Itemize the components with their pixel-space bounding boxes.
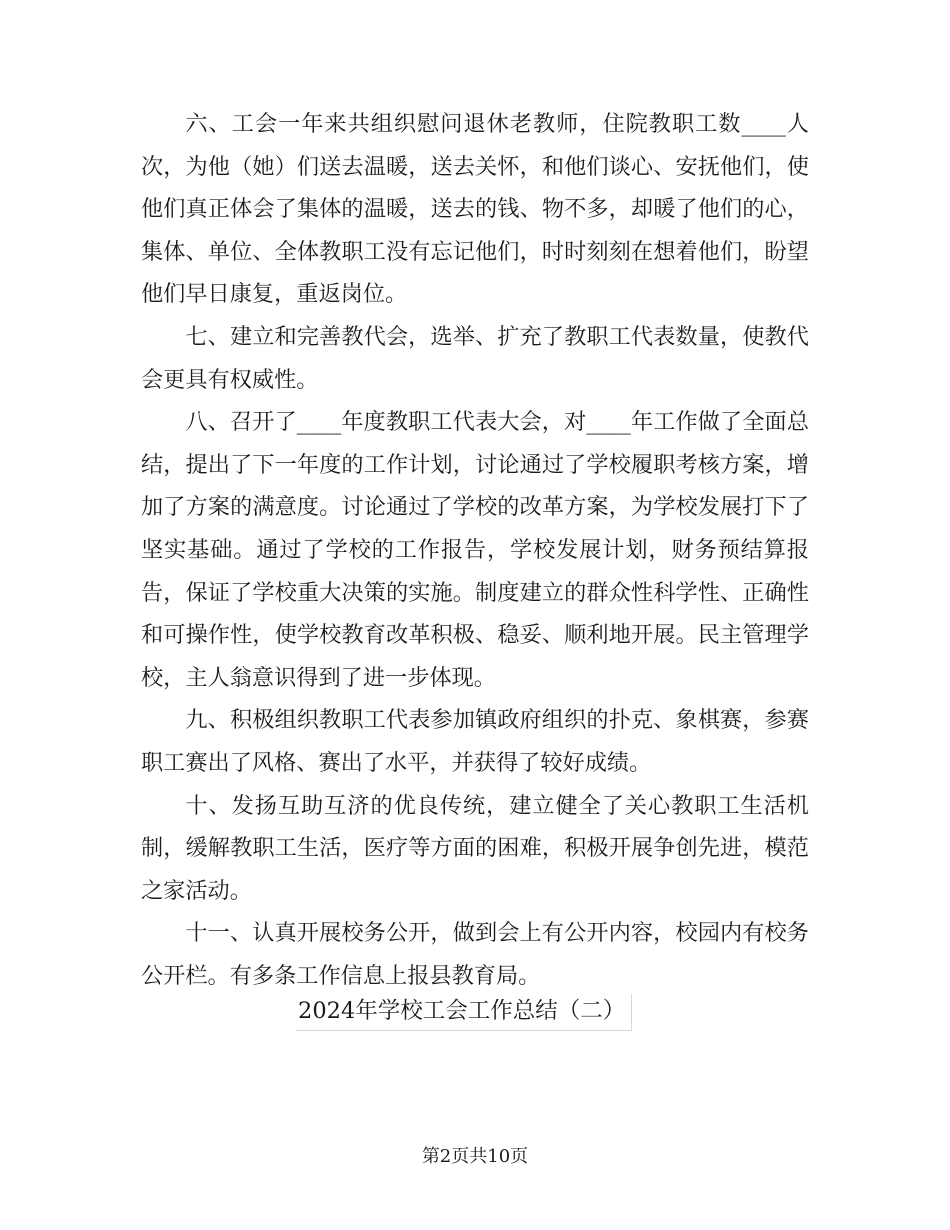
document-body [141,103,809,997]
paragraph-six: 六、工会一年来共组织慰问退休老教师，住院教职工数____人次，为他（她）们送去温暖，送去关怀，和他们谈心、安抚他们，使他们真正体会了集体的温暖，送去的钱、物不多，却暖了他们的心，集体、单位、全体教职工没有忘记他们，时时刻刻在想着他们，盼望他们早日康复，重返岗位。 [141,111,809,308]
paragraph-nine: 九、积极组织教职工代表参加镇政府组织的扑克、象棋赛，参赛职工赛出了风格、赛出了水平，并获得了较好成绩。 [141,707,809,776]
paragraph-eleven: 十一、认真开展校务公开，做到会上有公开内容，校园内有校务公开栏。有多条工作信息上报县教育局。 [141,920,809,989]
paragraph-eight: 八、召开了____年度教职工代表大会，对____年工作做了全面总结，提出了下一年度的工作计划，讨论通过了学校履职考核方案，增加了方案的满意度。讨论通过了学校的改革方案，为学校发展打下了坚实基础。通过了学校的工作报告，学校发展计划，财务预结算报告，保证了学校重大决策的实施。制度建立的群众性科学性、正确性和可操作性，使学校教育改革积极、稳妥、顺利地开展。民主管理学校，主人翁意识得到了进一步体现。 [141,409,809,691]
paragraph-seven: 七、建立和完善教代会，选举、扩充了教职工代表数量，使教代会更具有权威性。 [141,323,809,393]
paragraph-ten: 十、发扬互助互济的优良传统，建立健全了关心教职工生活机制，缓解教职工生活，医疗等方面的困难，积极开展争创先进，模范之家活动。 [141,792,809,904]
section-heading: 2024年学校工会工作总结（二） [296,994,632,1031]
page-number-footer: 第2页共10页 [421,1146,529,1167]
